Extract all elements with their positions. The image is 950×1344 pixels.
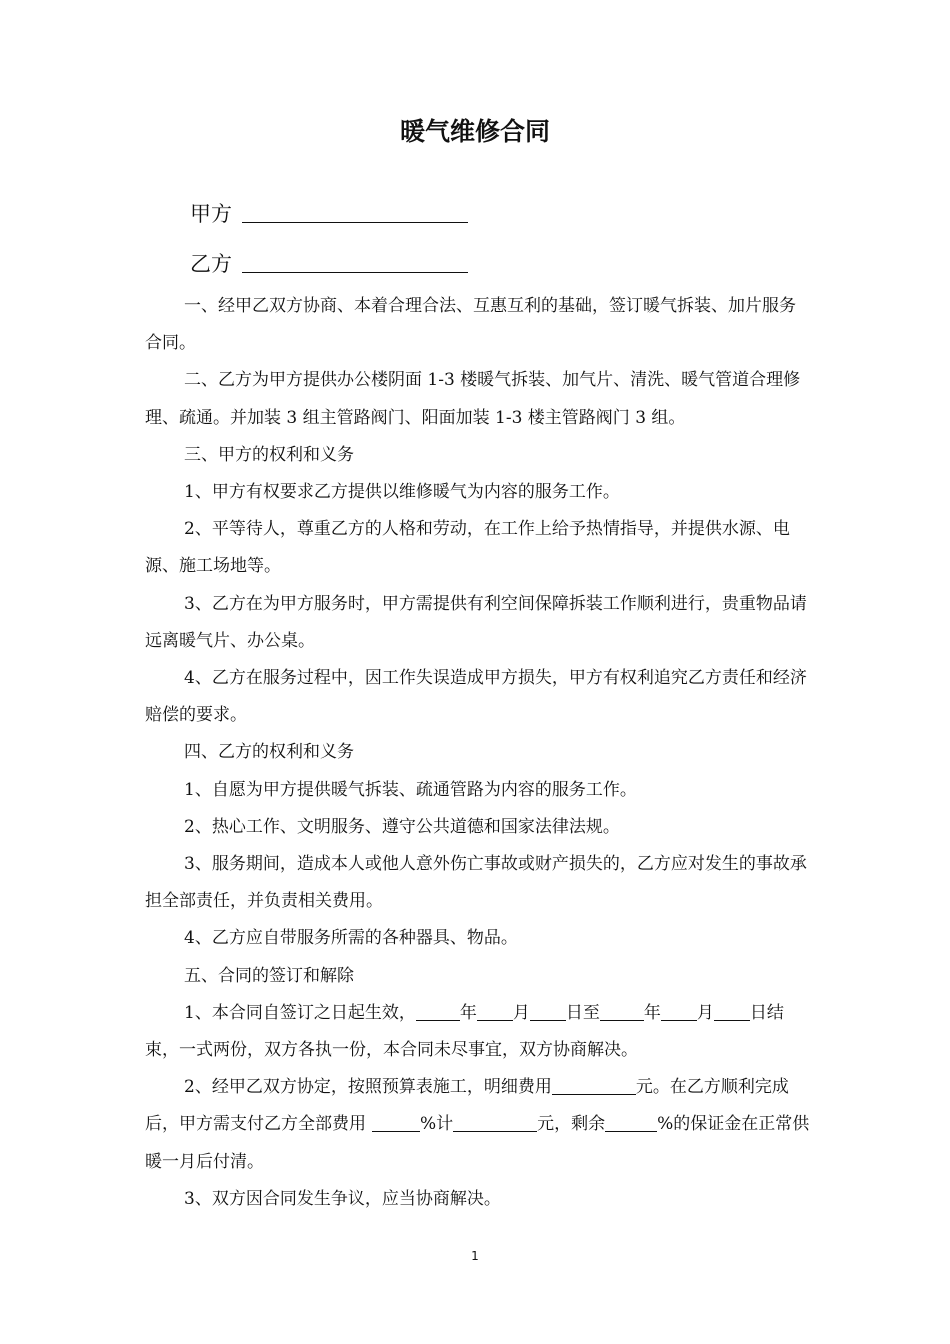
payment-mid-3: 元，剩余: [537, 1114, 606, 1135]
party-a-blank: [242, 204, 468, 223]
section-heading-4: 四、乙方的权利和义务: [184, 742, 354, 763]
start-day-blank: [530, 1000, 566, 1021]
clause-4-3: 3、服务期间，造成本人或他人意外伤亡事故或财产损失的，乙方应对发生的事故承担全部责任，并负责相关费用。: [145, 854, 807, 912]
document-title: 暖气维修合同: [399, 117, 550, 146]
payment-mid-2: %计: [420, 1114, 454, 1135]
end-year-blank: [600, 1000, 644, 1021]
party-b-label: 乙方: [190, 252, 232, 276]
clause-4-1: 1、自愿为甲方提供暖气拆装、疏通管路为内容的服务工作。: [184, 779, 637, 800]
section-heading-3: 三、甲方的权利和义务: [184, 444, 354, 465]
end-month-label: 月: [696, 1002, 714, 1023]
clause-3-2: 2、平等待人，尊重乙方的人格和劳动，在工作上给予热情指导，并提供水源、电源、施工场地等。: [145, 519, 790, 577]
start-month-blank: [477, 1000, 513, 1021]
page-number: 1: [471, 1249, 479, 1263]
payment-tail: %的保证金在正常供暖一月后付清。: [145, 1114, 810, 1172]
section-heading-5: 五、合同的签订和解除: [184, 965, 354, 986]
start-month-label: 月: [512, 1002, 530, 1023]
clause-4-4: 4、乙方应自带服务所需的各种器具、物品。: [184, 928, 518, 949]
end-year-label: 年: [643, 1002, 661, 1023]
clause-1: 一、经甲乙双方协商、本着合理合法、互惠互利的基础，签订暖气拆装、加片服务合同。: [145, 296, 796, 354]
start-day-label: 日至: [565, 1002, 600, 1023]
contract-body: [145, 288, 810, 1218]
paid-percent-blank: [372, 1111, 420, 1132]
party-b-blank: [242, 254, 468, 273]
start-year-label: 年: [459, 1002, 477, 1023]
end-month-blank: [661, 1000, 697, 1021]
end-day-label: 日: [749, 1002, 767, 1023]
clause-3-3: 3、乙方在为甲方服务时，甲方需提供有利空间保障拆装工作顺利进行，贵重物品请远离暖气片、办公桌。: [145, 593, 807, 651]
total-cost-blank: [552, 1074, 636, 1095]
payment-mid-1: 元。在乙方顺利完成后，甲方需支付乙方全部费用: [145, 1077, 789, 1135]
party-a-label: 甲方: [190, 202, 232, 226]
deposit-percent-blank: [605, 1111, 657, 1132]
clause-3-1: 1、甲方有权要求乙方提供以维修暖气为内容的服务工作。: [184, 482, 620, 503]
end-day-blank: [714, 1000, 750, 1021]
start-year-blank: [416, 1000, 460, 1021]
clause-5-3-dispute: 3、双方因合同发生争议，应当协商解决。: [184, 1188, 501, 1209]
clause-2: 二、乙方为甲方提供办公楼阴面 1-3 楼暖气拆装、加气片、清洗、暖气管道合理修理、疏通。并加装 3 组主管路阀门、阳面加装 1-3 楼主管路阀门 3 组。: [145, 370, 801, 428]
clause-4-2: 2、热心工作、文明服务、遵守公共道德和国家法律法规。: [184, 816, 620, 837]
party-b-row: [190, 248, 468, 278]
term-tail: 结束，一式两份，双方各执一份，本合同未尽事宜，双方协商解决。: [145, 1002, 784, 1061]
payment-lead: 2、经甲乙双方协定，按照预算表施工，明细费用: [184, 1077, 552, 1098]
paid-amount-blank: [453, 1111, 537, 1132]
clause-5-1-term: [145, 995, 810, 1069]
party-a-row: [190, 198, 468, 228]
clause-5-2-payment: [145, 1069, 810, 1181]
clause-3-4: 4、乙方在服务过程中，因工作失误造成甲方损失，甲方有权利追究乙方责任和经济赔偿的要求。: [145, 668, 807, 726]
term-lead: 1、本合同自签订之日起生效，: [184, 1002, 416, 1023]
